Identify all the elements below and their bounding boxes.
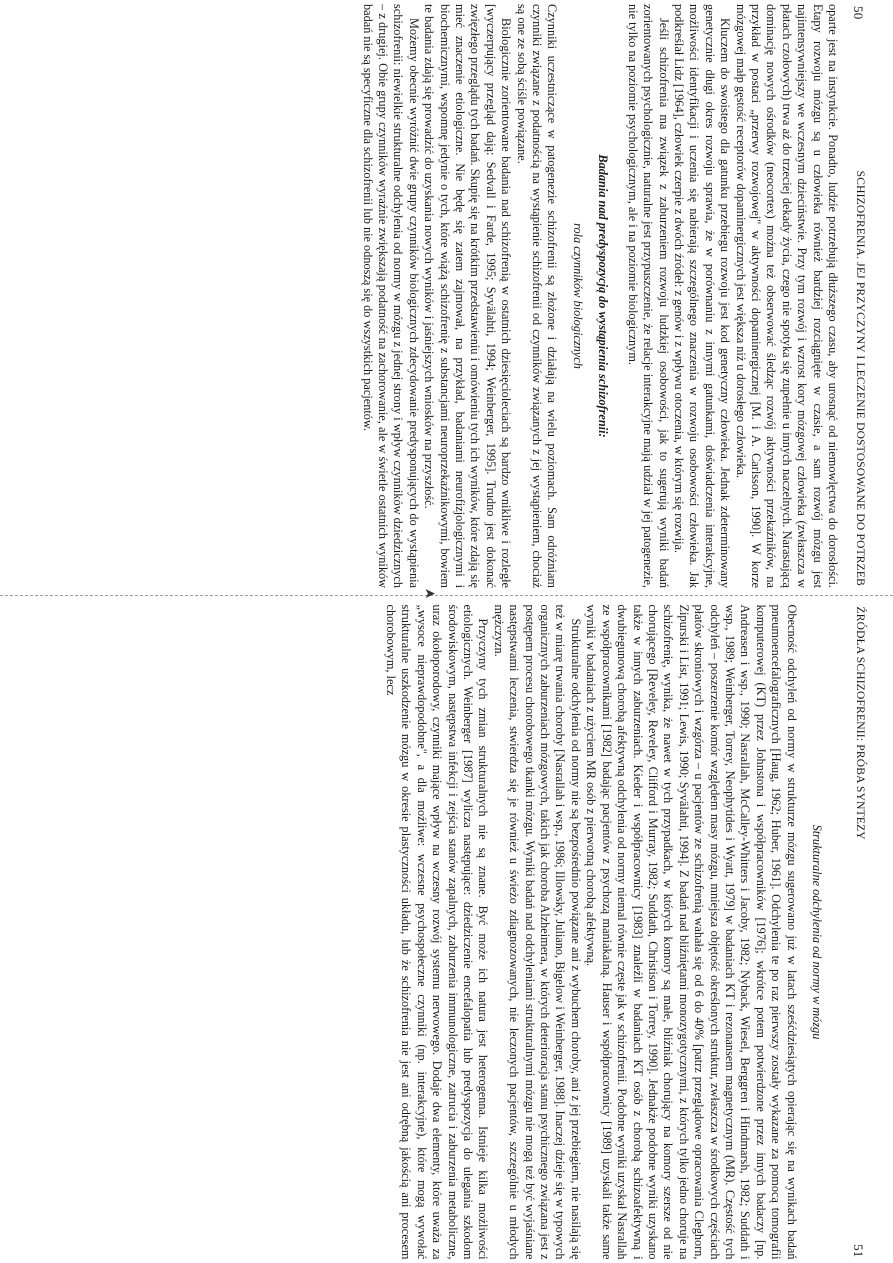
page-number: 50 (850, 6, 866, 20)
paragraph: oparte jest na instynkcie. Ponadto, ludzie potrzebują dłuższego czasu, aby urosnąć od niemowlęctwa do dorosłości. Etapy rozwoju mózgu są u człowieka również bardziej rozciągnięte w czasie, a sam rozwój mózgu jest najintensywniejszy we wczesnym dzieciństwie. Przy tym rozwój i wzrost kory mózgowej człowieka (zwłaszcza w płatach czołowych) trwa aż do trzeciej dekady życia, czego nie spotyka się zupełnie u innych naczelnych. Narastającą dominację nowych ośrodków (neocortex) można też obserwować śledząc rozwój aktywności przekaźników, na przykład w postaci „przerwy rozwojowej" w aktywności dopaminergicznej [M. i A. Carlsson, 1990]. W korze mózgowej małp gęstość receptorów dopaminergicznych jest większa niż u dorosłego człowieka. (733, 4, 840, 588)
page-number: 51 (850, 1243, 866, 1257)
paragraph: Jeśli schizofrenia ma związek z zaburzeniem rozwoju ludzkiej osobowości, jak to sugerują wyniki badań zorientowanych psychologicznie, naturalne jest przypuszczenie, że relacje interakcyjne mają udział w jej patogenezie, nie tylko na poziomie psychologicznym, ale i na poziomie biologicznym. (625, 4, 671, 588)
paragraph: Czynniki uczestniczące w patogenezie schizofrenii są złożone i działają na wielu poziomach. Sam odróżniam czynniki związane z podatnością na wystąpienie schizofrenii od czynników związanych z jej wystąpieniem, chociaż są one ze sobą ściśle powiązane. (514, 4, 559, 588)
section-subheading: rola czynników biologicznych (570, 223, 585, 369)
page-50 (22, 4, 872, 588)
bottom-scanned-page (0, 600, 893, 1263)
page-51 (22, 604, 872, 1259)
paragraph: Możemy obecnie wyróżnić dwie grupy czynników biologicznych zdecydowanie predysponujących do wystąpienia schizofrenii: niewielkie strukturalne odchylenia od normy w mózgu z jednej strony i wpływ czynników dziedzicznych – z drugiej. Obie grupy czynników wyraźnie zwiększają podatność na zachorowanie, ale w świetle ostatnich wyników badań nie są specyficzne dla schizofrenii lub nie odnoszą się do wszystkich pacjentów. (360, 4, 421, 588)
top-scanned-page (0, 0, 893, 592)
paragraph: Kluczem do swoistego dla gatunku przebiegu rozwoju jest kod genetyczny człowieka. Jednak zdeterminowany genetycznie długi okres rozwoju sprawia, że w porównaniu z innymi gatunkami, doświadczenia interakcyjne, możliwości identyfikacji i uczenia się nabierają szczególnego znaczenia w rozwoju osobowości człowieka. Jak podkreślał Lidz [1964], człowiek czerpie z dwóch źródeł: z genów i z wpływu otoczenia, w którym się rozwija. (671, 4, 732, 588)
running-header (840, 4, 872, 588)
running-head-title: ŹRÓDŁA SCHIZOFRENII: PRÓBA SYNTEZY (853, 606, 866, 840)
running-header (840, 604, 872, 1259)
paragraph: Strukturalne odchylenia od normy nie są bezpośrednio powiązane ani z wybuchem choroby, ani z jej przebiegiem, nie nasilają się też w miarę trwania choroby [Nasrallah i wsp., 1986; Illowsky, Juliano, Bigelow i Weinberger, 1988]. Inaczej dzieje się w typowych organicznych zaburzeniach mózgowych, takich jak choroba Alzheimera, w których deterioracja stanu psychicznego związana jest z postępem procesu chorobowego tkanki mózgu. Wyniki badań nad odchyleniami strukturalnymi mózgu nie mogą też być wyjaśniane następstwami leczenia, stwierdza się je również u świeżo zdiagnozowanych, nie leczonych pacjentów, szczególnie u młodych mężczyzn. (491, 604, 583, 1259)
paragraph: Obecność odchyleń od normy w strukturze mózgu sugerowano już w latach sześćdziesiątych opierając się na wynikach badań pneumoencefalograficznych [Haug, 1962; Huber, 1961]. Odchylenia te po raz pierwszy zostały wykazane za pomocą tomografii komputerowej (KT) przez Johnstona i współpracowników [1976]; wkrótce potem potwierdzone przez innych badaczy [np. Andreasen i wsp., 1990; Nasrallah, McCalley-Whitters i Jacoby, 1982; Nyback, Wiesel, Berggren i Hindmarsh, 1982; Suddath i wsp., 1989; Weinberger, Torrey, Neophytides i Wyatt, 1979] w badaniach KT i rezonansem magnetycznym (MR). Częstość tych odchyleń – poszerzenie komór względem masy mózgu, mniejsza objętość określonych struktur, zwłaszcza w środkowych częściach płatów skroniowych i wzgórza – u pacjentów ze schizofrenią wahała się od 6 do 40% [patrz przeglądowe opracowania Cleghorn, Zipurski i List, 1991; Lewis, 1990; Syvälahti, 1994]. Z badań nad bliźniętami monozygotycznymi, z których tylko jedno choruje na schizofrenię, wynika, że nawet w tych przypadkach, w których komory są małe, bliźniak chorujący na komory szersze od nie chorującego [Reveley, Reveley, Clifford i Murray, 1982; Suddath, Christison i Torrey, 1990]. Jednakże podobne wyniki uzyskano także w innych zaburzeniach. Kieder i współpracownicy [1983] znaleźli w badaniach KT osób z chorobą schizoafektywną i dwubiegunową chorobą afektywną odchylenia od normy niemal równie częste jak w schizofrenii. Podobne wyniki uzyskał Nasrallah ze współpracownikami [1982] badając pacjentów z psychozą maniakalną. Hauser i współpracownicy [1989] uzyskali także same wyniki w badaniach z użyciem MR osób z pierwotną chorobą afektywną. (583, 604, 799, 1259)
paragraph: Biologicznie zorientowane badania nad schizofrenią w ostatnich dziesięcioleciach są bardzo wnikliwe i rozległe [wyczerpujący przegląd dają: Sedvall i Farde, 1995; Syvälahti, 1994; Weinberger, 1995]. Trudno jest dokonać zwięzłego przeglądu tych badań. Skupię się na krótkim przedstawieniu i omówieniu tych ich wyników, które zdają się mieć znaczenie etiologiczne. Nie będę się zatem zajmował, na przykład, badaniami neurofizjologicznymi i biochemicznymi, wspomnę jedynie o tych, które wiążą schizofrenię z substancjami neuroprzekaźnikowymi, bowiem te badania zdają się prowadzić do uzyskania nowych wyników i jaśniejszych wniosków na przyszłość. (421, 4, 513, 588)
section-heading: Strukturalne odchylenia od normy w mózgu (809, 824, 824, 1039)
running-head-title: SCHIZOFRENIA. JEJ PRZYCZYNY I LECZENIE DOSTOSOWANE DO POTRZEB (853, 170, 866, 586)
paragraph: Przyczyny tych zmian strukturalnych nie są znane. Być może ich natura jest heterogenna. Istnieje kilka możliwości etiologicznych. Weinberger [1987] wylicza następujące: dziedziczenie encefalopatia lub predyspozycja do ulegania szkodom środowiskowym, następstwa infekcji i zejścia stanów zapalnych, zaburzenia immunologiczne, zatrucia i zaburzenia metaboliczne, uraz okołoporodowy, czynniki mające wpływ na wczesny rozwój systemu nerwowego. Dodaje dwa elementy, które uważa za „wysoce nieprawdopodobne", a dla możliwe: wczesne psychospołeczne czynniki (np. interakcyjne), które mogą wywołać strukturalne uszkodzenie mózgu w okresie plastyczności układu, lub że schizofrenia nie jest ani odrębną jakością ani procesem chorobowym, lecz (383, 604, 490, 1259)
page-divider (0, 595, 893, 596)
section-heading: Badania nad predyspozycją do wystąpienia schizofrenii: (595, 154, 610, 438)
scan-mark-icon: ➤ (424, 587, 436, 602)
